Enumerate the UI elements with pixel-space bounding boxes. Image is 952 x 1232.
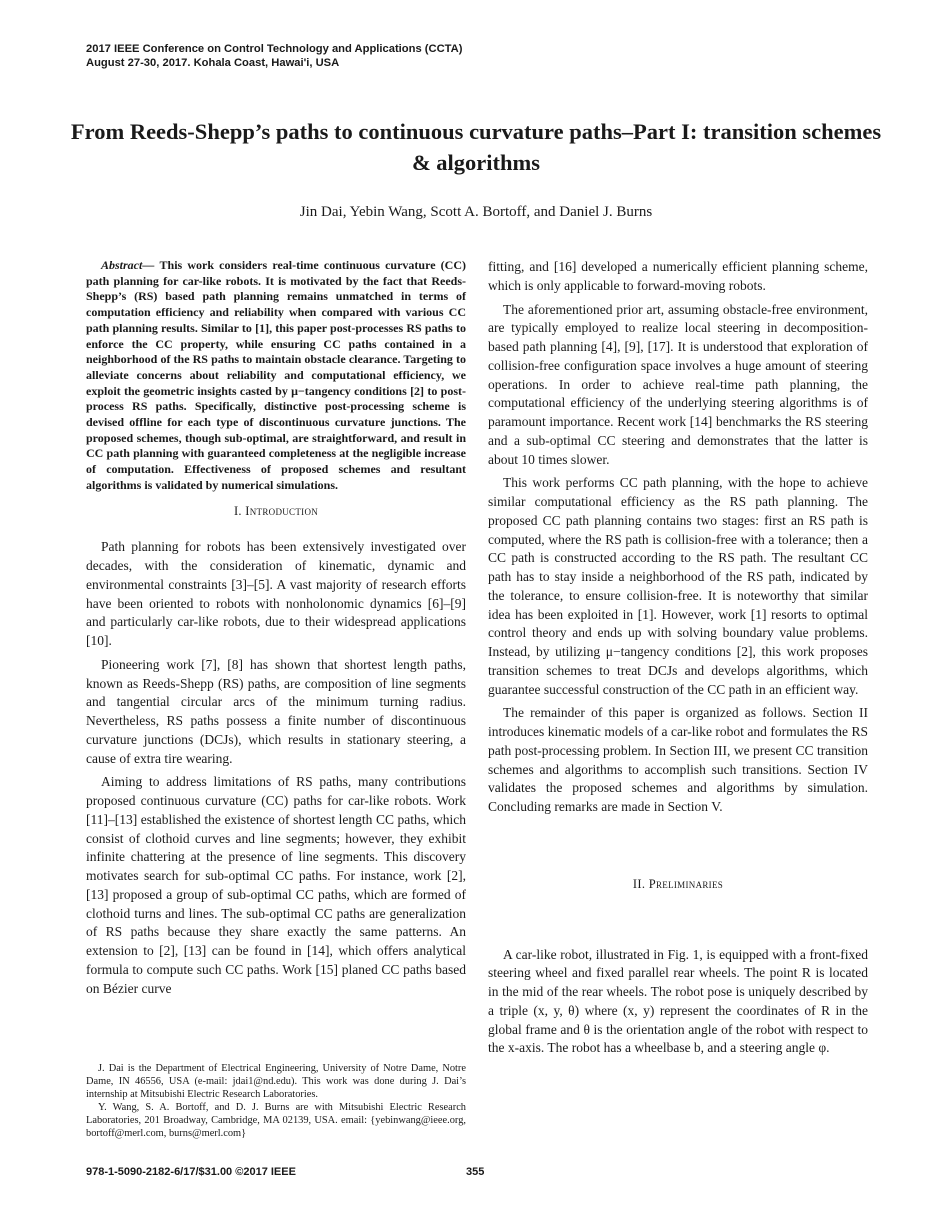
conference-dates-location: August 27-30, 2017. Kohala Coast, Hawai'i, USA [86,57,340,69]
paragraph: Aiming to address limitations of RS paths, many contributions proposed continuous curvature (CC) paths for car-like robots. Work [11]–[13] established the existence of shortest length CC paths, which consist of clothoid curves and line segments; however, they exhibit infinite chattering at the presence of line segments. This discovery motivates search for sub-optimal CC paths. For instance, work [2], [13] proposed a group of sub-optimal CC paths, which are formed of clothoid turns and lines. The sub-optimal CC paths are generalization of RS paths because they share exactly the same patterns. An extension to [2], [13] can be found in [14], which offers analytical formula to compute such CC paths. Work [15] planed CC paths based on Bézier curve [86,774,466,996]
page-number: 355 [466,1166,485,1178]
section-title: Preliminaries [648,876,724,891]
paragraph: The remainder of this paper is organized as follows. Section II introduces kinematic models of a car-like robot and formulates the RS path post-processing problem. In Section III, we present CC transition schemes and algorithms to accomplish such transitions. Section IV validates the proposed schemes and algorithms by simulation. Concluding remarks are made in Section V. [488,705,868,814]
section-number: II. [632,876,646,891]
conference-name: 2017 IEEE Conference on Control Technology and Applications (CCTA) [86,43,463,55]
section-heading-preliminaries [488,875,868,894]
abstract-label: Abstract [101,258,143,272]
isbn-copyright: 978-1-5090-2182-6/17/$31.00 ©2017 IEEE [86,1166,296,1178]
footnote: Y. Wang, S. A. Bortoff, and D. J. Burns are with Mitsubishi Electric Research Laboratories, 201 Broadway, Cambridge, MA 02139, USA. email: {yebinwang@ieee.org, bortoff@merl.com, burns@merl.com} [86,1102,466,1140]
paragraph: The aforementioned prior art, assuming obstacle-free environment, are typically employed to realize local steering in decomposition-based path planning [4], [9], [17]. It is understood that exploration of collision-free configuration space involves a huge amount of steering operations. In order to achieve real-time path planning, the computational efficiency of the underlying steering algorithms is of paramount importance. Recent work [14] benchmarks the RS steering and a sub-optimal CC steering and demonstrates that the latter is about 10 times slower. [488,301,868,467]
paragraph: This work performs CC path planning, with the hope to achieve similar computational efficiency as the RS path planning. The proposed CC path planning contains two stages: first an RS path is computed, where the RS path is collision-free with a tolerance; then a CC path is constructed according to the RS path. The resultant CC path has to stay inside a neighborhood of the RS path, indicated by the tolerance, to ensure collision-free. It is noteworthy that similar idea has been exploited in [1]. However, work [1] resorts to optimal control theory and ends up with solving boundary value problems. Instead, by utilizing μ−tangency conditions [2], this work proposes transition schemes to treat DCJs and develops algorithms, which guarantee successful construction of the CC path in an efficient way. [488,475,868,697]
paragraph: fitting, and [16] developed a numerically efficient planning scheme, which is only applicable to forward-moving robots. [488,259,868,293]
section-heading-introduction [86,502,466,521]
section-title: Introduction [245,503,319,518]
paragraph: A car-like robot, illustrated in Fig. 1, is equipped with a front-fixed steering wheel and fixed parallel rear wheels. The point R is located in the mid of the rear wheels. The robot pose is uniquely described by a triple (x, y, θ) where (x, y) represent the coordinates of R in the global frame and θ is the orientation angle of the robot with respect to the x-axis. The robot has a wheelbase b, and a steering angle φ. [488,946,868,1056]
author-list: Jin Dai, Yebin Wang, Scott A. Bortoff, and Daniel J. Burns [299,204,653,220]
paragraph: Pioneering work [7], [8] has shown that shortest length paths, known as Reeds-Shepp (RS) paths, are composition of line segments and tangential circular arcs of the minimum turning radius. Nevertheless, RS paths possess a finite number of discontinuous curvature junctions (DCJs), which results in stationary steering, a cause of extra tire wearing. [86,656,466,766]
left-column [86,258,466,1003]
right-column [488,258,868,1063]
section-number: I. [233,503,242,518]
footnote: J. Dai is the Department of Electrical Engineering, University of Notre Dame, Notre Dame, IN 46556, USA (e-mail: jdai1@nd.edu). This work was done during J. Dai’s internship at Mitsubishi Electric Research Laboratories. [86,1063,466,1101]
abstract: Abstract— This work considers real-time continuous curvature (CC) path planning for car-like robots. It is motivated by the fact that Reeds-Shepp’s (RS) based path planning remains unmatched in terms of computation efficiency and reliability when compared with various CC path planning results. Similar to [1], this paper post-processes RS paths to enforce the CC property, while ensuring CC paths contained in a neighborhood of the RS paths to maintain obstacle clearance. Targeting to alleviate concerns about reliability and computational efficiency, we exploit the geometric insights casted by μ−tangency conditions [2] to post-process RS paths. Specifically, distinctive post-processing scheme is devised offline for each type of discontinuous curvature junctions. The proposed schemes, though sub-optimal, are straightforward, and result in CC path planning with guaranteed completeness at the negligible increase of computation. Effectiveness of proposed schemes and resultant algorithms is validated by numerical simulations. [86,258,467,492]
paper-title: From Reeds-Shepp’s paths to continuous curvature paths–Part I: transition schemes & algorithms [70,119,882,175]
abstract-text: This work considers real-time continuous curvature (CC) path planning for car-like robots. It is motivated by the fact that Reeds-Shepp’s (RS) based path planning remains unmatched in terms of computation efficiency and reliability when compared with various CC path planning results. Similar to [1], this paper post-processes RS paths to enforce the CC property, while ensuring CC paths contained in a neighborhood of the RS paths to maintain obstacle clearance. Targeting to alleviate concerns about reliability and computational efficiency, we exploit the geometric insights casted by μ−tangency conditions [2] to post-process RS paths. Specifically, distinctive post-processing scheme is devised offline for each type of discontinuous curvature junctions. The proposed schemes, though sub-optimal, are straightforward, and result in CC path planning with guaranteed completeness at the negligible increase of computation. Effectiveness of proposed schemes and resultant algorithms is validated by numerical simulations. [86,258,467,492]
footnote-block [86,1062,466,1141]
paragraph: Path planning for robots has been extensively investigated over decades, with the consideration of kinematic, dynamic and environmental constraints [3]–[5]. A vast majority of research efforts have been oriented to robots with nonholonomic dynamics [6]–[9] and particularly car-like robots, due to their widespread applications [10]. [86,539,466,649]
